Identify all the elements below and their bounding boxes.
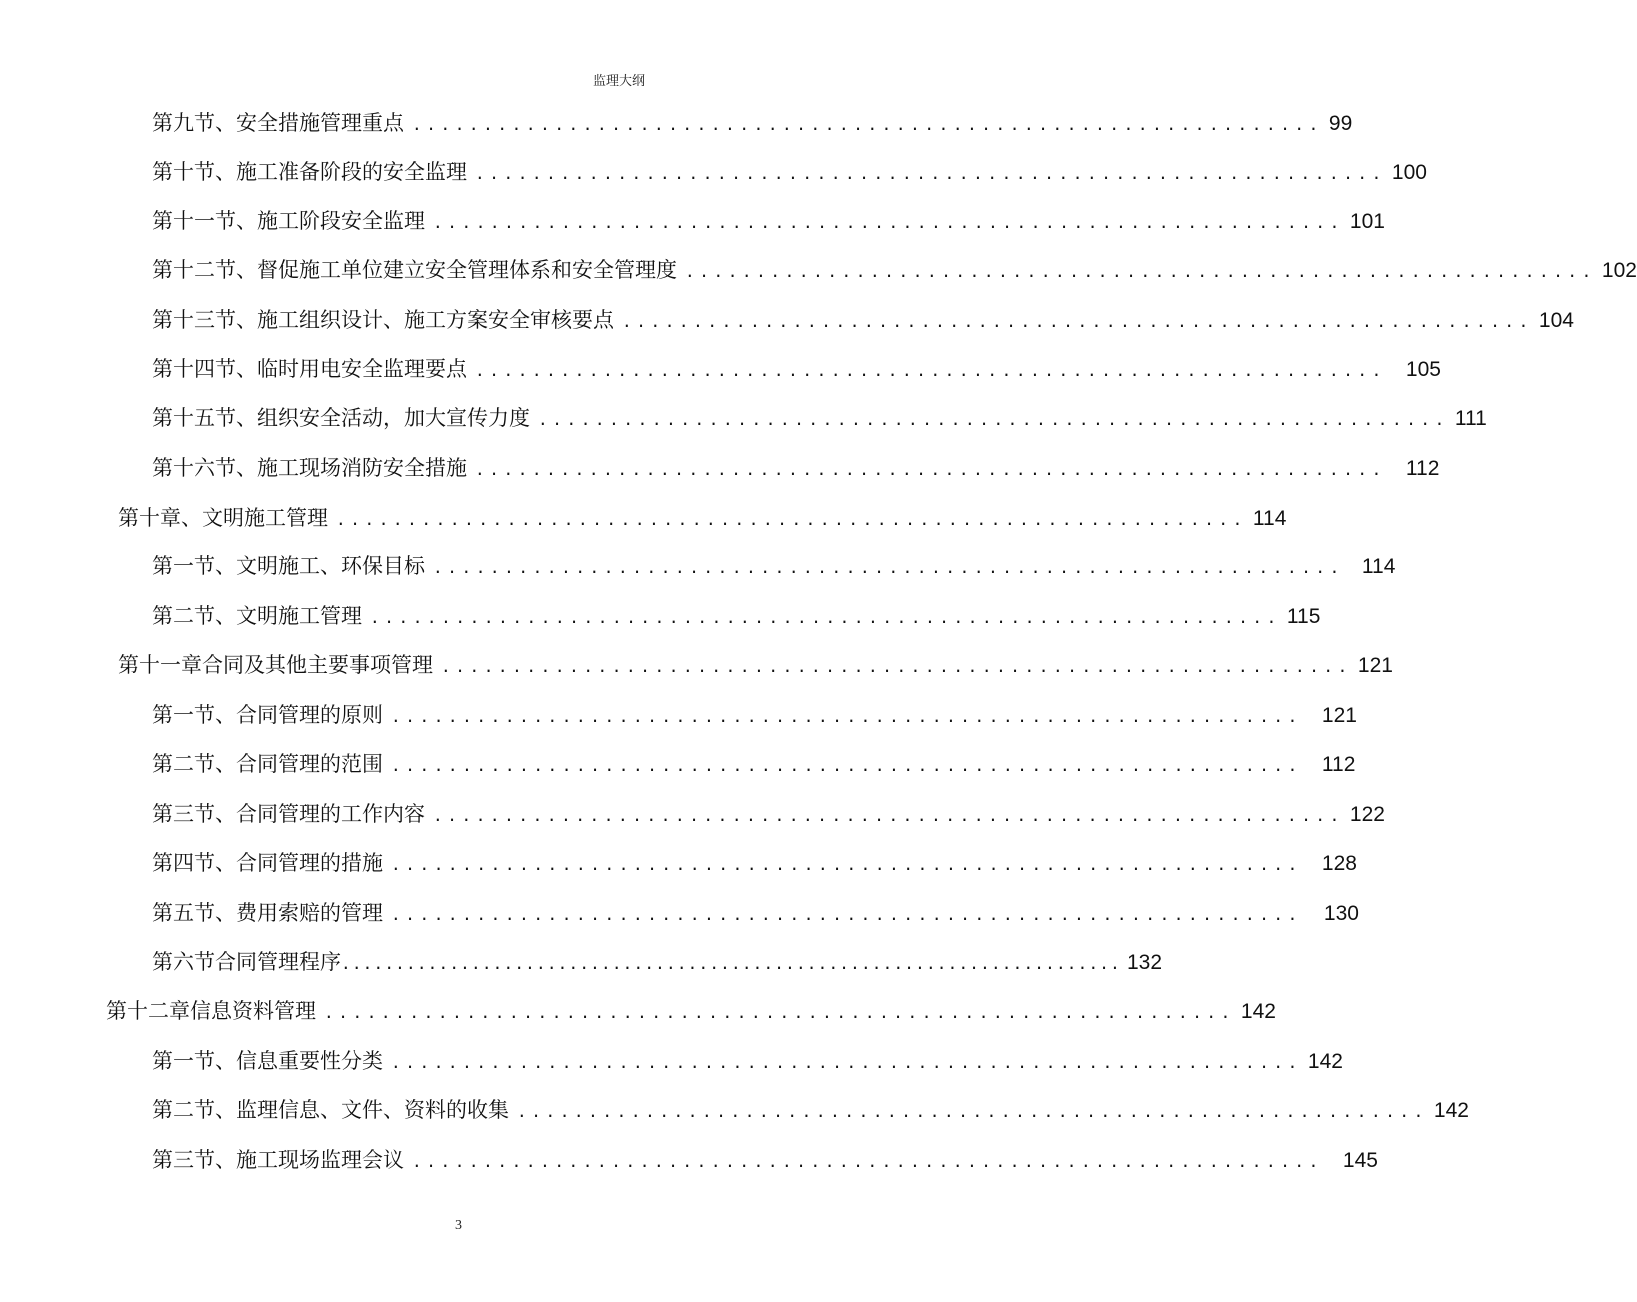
toc-leader-dots: ................................................................	[685, 262, 1596, 281]
toc-entry-page: 102	[1601, 259, 1637, 282]
toc-leader-dots: ................................................................	[622, 312, 1533, 331]
page-header: 监理大纲	[593, 74, 646, 89]
toc-entry-number: 第三节、	[152, 1148, 236, 1172]
toc-leader-dots: ................................................................	[391, 756, 1302, 775]
toc-entry-page: 112	[1321, 753, 1356, 776]
toc-entry-page: 101	[1349, 210, 1385, 233]
toc-entry-title: 施工组织设计、施工方案安全审核要点	[257, 308, 614, 332]
toc-entry-title: 施工阶段安全监理	[257, 209, 425, 233]
toc-entry-number: 第一节、	[152, 554, 236, 578]
toc-entry[interactable]	[152, 1090, 1469, 1130]
toc-entry-number: 第一节、	[152, 703, 236, 727]
toc-entry-number: 第十五节、	[152, 406, 257, 430]
toc-entry-page: 100	[1391, 161, 1427, 184]
toc-entry-number: 第十三节、	[152, 308, 257, 332]
toc-leader-dots: ................................................................	[412, 115, 1323, 134]
toc-entry-title: 文明施工管理	[202, 506, 328, 530]
toc-chapter[interactable]	[118, 498, 1287, 538]
toc-entry-number: 第十二节、	[152, 258, 257, 282]
toc-entry[interactable]	[152, 893, 1359, 933]
toc-leader-dots: ................................................................	[433, 213, 1344, 232]
toc-entry-number: 第十四节、	[152, 357, 257, 381]
toc-entry-title: 文明施工管理	[236, 604, 362, 628]
toc-leader-dots: ................................................................	[391, 707, 1302, 726]
toc-entry-number: 第二节、	[152, 604, 236, 628]
toc-leader-dots: ................................................................	[412, 1152, 1323, 1171]
toc-leader-dots: ................................................................	[538, 410, 1449, 429]
toc-entry[interactable]	[152, 103, 1353, 143]
toc-leader-dots: ................................................................	[391, 905, 1302, 924]
toc-entry-page: 128	[1321, 852, 1357, 875]
toc-chapter[interactable]	[106, 991, 1276, 1031]
toc-entry-title: 监理信息、文件、资料的收集	[236, 1098, 509, 1122]
toc-entry[interactable]	[152, 942, 1163, 982]
toc-entry-title: 合同管理的原则	[236, 703, 383, 727]
toc-entry-page: 104	[1538, 309, 1574, 332]
toc-entry[interactable]	[152, 596, 1321, 636]
toc-entry-title: 施工准备阶段的安全监理	[236, 160, 467, 184]
toc-entry-page: 142	[1240, 1000, 1276, 1023]
toc-entry-page: 122	[1349, 803, 1385, 826]
toc-entry[interactable]	[152, 349, 1441, 389]
toc-entry-title: 费用索赔的管理	[236, 901, 383, 925]
toc-entry-number: 第三节、	[152, 802, 236, 826]
toc-leader-dots: ................................................................	[324, 1003, 1235, 1022]
toc-entry-page: 99	[1328, 112, 1353, 135]
toc-entry-page: 115	[1286, 605, 1321, 628]
toc-entry-title: 督促施工单位建立安全管理体系和安全管理度	[257, 258, 677, 282]
toc-entry[interactable]	[152, 300, 1574, 340]
toc-leader-dots: ........................................................................	[341, 954, 1121, 973]
toc-entry-number: 第十二章	[106, 999, 190, 1023]
toc-entry-page: 114	[1252, 507, 1287, 530]
toc-entry[interactable]	[152, 1041, 1343, 1081]
toc-entry-number: 第十节、	[152, 160, 236, 184]
toc-entry-number: 第九节、	[152, 111, 236, 135]
toc-leader-dots: ................................................................	[391, 855, 1302, 874]
toc-chapter[interactable]	[118, 645, 1393, 685]
toc-entry-page: 105	[1405, 358, 1441, 381]
toc-leader-dots: ................................................................	[475, 164, 1386, 183]
toc-entry-number: 第六节	[152, 950, 215, 974]
toc-entry-title: 信息资料管理	[190, 999, 316, 1023]
toc-entry[interactable]	[152, 794, 1385, 834]
toc-entry-number: 第一节、	[152, 1049, 236, 1073]
toc-entry-page: 111	[1454, 407, 1487, 430]
toc-entry-number: 第十一节、	[152, 209, 257, 233]
toc-entry-title: 组织安全活动，加大宣传力度	[257, 406, 530, 430]
toc-entry[interactable]	[152, 201, 1385, 241]
toc-leader-dots: ................................................................	[391, 1053, 1302, 1072]
toc-leader-dots: ................................................................	[336, 510, 1247, 529]
toc-entry-title: 合同管理的措施	[236, 851, 383, 875]
toc-entry-title: 文明施工、环保目标	[236, 554, 425, 578]
toc-entry-page: 145	[1342, 1149, 1378, 1172]
toc-entry-title: 合同管理程序	[215, 950, 341, 974]
toc-leader-dots: ................................................................	[475, 361, 1386, 380]
toc-entry[interactable]	[152, 1140, 1378, 1180]
toc-entry-title: 临时用电安全监理要点	[257, 357, 467, 381]
toc-entry-title: 安全措施管理重点	[236, 111, 404, 135]
toc-entry-number: 第十六节、	[152, 456, 257, 480]
toc-entry-page: 132	[1126, 951, 1163, 974]
toc-entry-number: 第五节、	[152, 901, 236, 925]
toc-entry-page: 112	[1405, 457, 1440, 480]
toc-entry-number: 第二节、	[152, 1098, 236, 1122]
toc-entry[interactable]	[152, 744, 1356, 784]
toc-entry[interactable]	[152, 843, 1357, 883]
toc-leader-dots: ................................................................	[517, 1102, 1428, 1121]
toc-entry-page: 130	[1323, 902, 1359, 925]
toc-entry-title: 合同管理的工作内容	[236, 802, 425, 826]
toc-entry[interactable]	[152, 398, 1487, 438]
toc-leader-dots: ................................................................	[475, 460, 1386, 479]
toc-leader-dots: ................................................................	[433, 558, 1344, 577]
toc-entry-page: 121	[1357, 654, 1393, 677]
toc-entry-title: 合同及其他主要事项管理	[202, 653, 433, 677]
toc-entry-page: 142	[1307, 1050, 1343, 1073]
toc-entry-number: 第二节、	[152, 752, 236, 776]
toc-entry[interactable]	[152, 448, 1440, 488]
toc-leader-dots: ................................................................	[441, 657, 1352, 676]
toc-entry-number: 第四节、	[152, 851, 236, 875]
toc-entry-page: 142	[1433, 1099, 1469, 1122]
toc-entry-title: 信息重要性分类	[236, 1049, 383, 1073]
toc-leader-dots: ................................................................	[433, 806, 1344, 825]
toc-entry-number: 第十章、	[118, 506, 202, 530]
toc-entry-title: 合同管理的范围	[236, 752, 383, 776]
toc-entry-page: 121	[1321, 704, 1357, 727]
toc-entry[interactable]	[152, 250, 1637, 290]
toc-entry-title: 施工现场消防安全措施	[257, 456, 467, 480]
toc-leader-dots: ................................................................	[370, 608, 1281, 627]
toc-entry-number: 第十一章	[118, 653, 202, 677]
toc-entry[interactable]	[152, 695, 1357, 735]
page-number: 3	[455, 1218, 462, 1233]
toc-entry[interactable]	[152, 546, 1396, 586]
toc-entry[interactable]	[152, 152, 1427, 192]
toc-entry-page: 114	[1361, 555, 1396, 578]
toc-entry-title: 施工现场监理会议	[236, 1148, 404, 1172]
